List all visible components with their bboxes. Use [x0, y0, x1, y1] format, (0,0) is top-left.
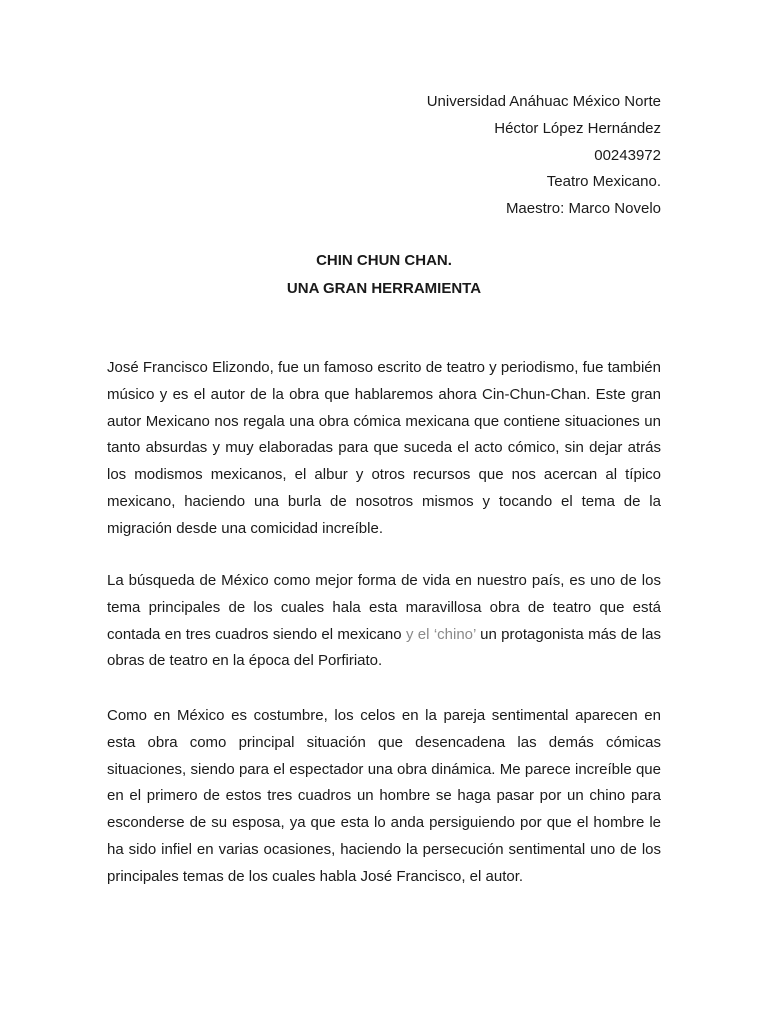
document-title [0, 247, 768, 303]
paragraph-2 [107, 568, 661, 675]
teacher-name: Maestro: Marco Novelo [505, 200, 661, 218]
course-name: Teatro Mexicano. [546, 173, 661, 191]
title-line-2: UNA GRAN HERRAMIENTA [286, 280, 482, 297]
student-id: 00243972 [594, 146, 661, 164]
university-name: Universidad Anáhuac México Norte [426, 93, 661, 110]
paragraph-2-part-c: un protagonista más de las obras de teatro en la época del Porfiriato. [107, 625, 661, 670]
paragraph-3: Como en México es costumbre, los celos en la pareja sentimental aparecen en esta obra como principal situación que desencadena las demás cómicas situaciones, siendo para el espectador una obra dinámica. Me parece increíble que en el primero de estos tres cuadros un hombre se haga pasar por un chino para esconderse de su esposa, ya que esta lo anda persiguiendo por que el hombre le ha sido infiel en varias ocasiones, haciendo la persecución sentimental uno de los principales temas de los cuales habla José Francisco, el autor. [107, 707, 661, 885]
title-line-1: CHIN CHUN CHAN. [316, 252, 452, 269]
document-header [427, 89, 661, 223]
paragraph-1: José Francisco Elizondo, fue un famoso escrito de teatro y periodismo, fue también músico y es el autor de la obra que hablaremos ahora Cin-Chun-Chan. Este gran autor Mexicano nos regala una obra cómica mexicana que contiene situaciones un tanto absurdas y muy elaboradas para que suceda el acto cómico, sin dejar atrás los modismos mexicanos, el albur y otros recursos que nos acercan al típico mexicano, haciendo una burla de nosotros mismos y tocando el tema de la migración desde una comicidad increíble. [107, 359, 661, 537]
author-name: Héctor López Hernández [494, 119, 661, 137]
paragraph-2-part-a: La búsqueda de México como mejor forma de vida en nuestro país, es uno de los tema principales de los cuales hala esta maravillosa obra de teatro que está contada en tres cuadros siendo el mexicano [107, 572, 661, 643]
paragraph-2-faint-text: y el ‘chino’ [405, 625, 476, 643]
